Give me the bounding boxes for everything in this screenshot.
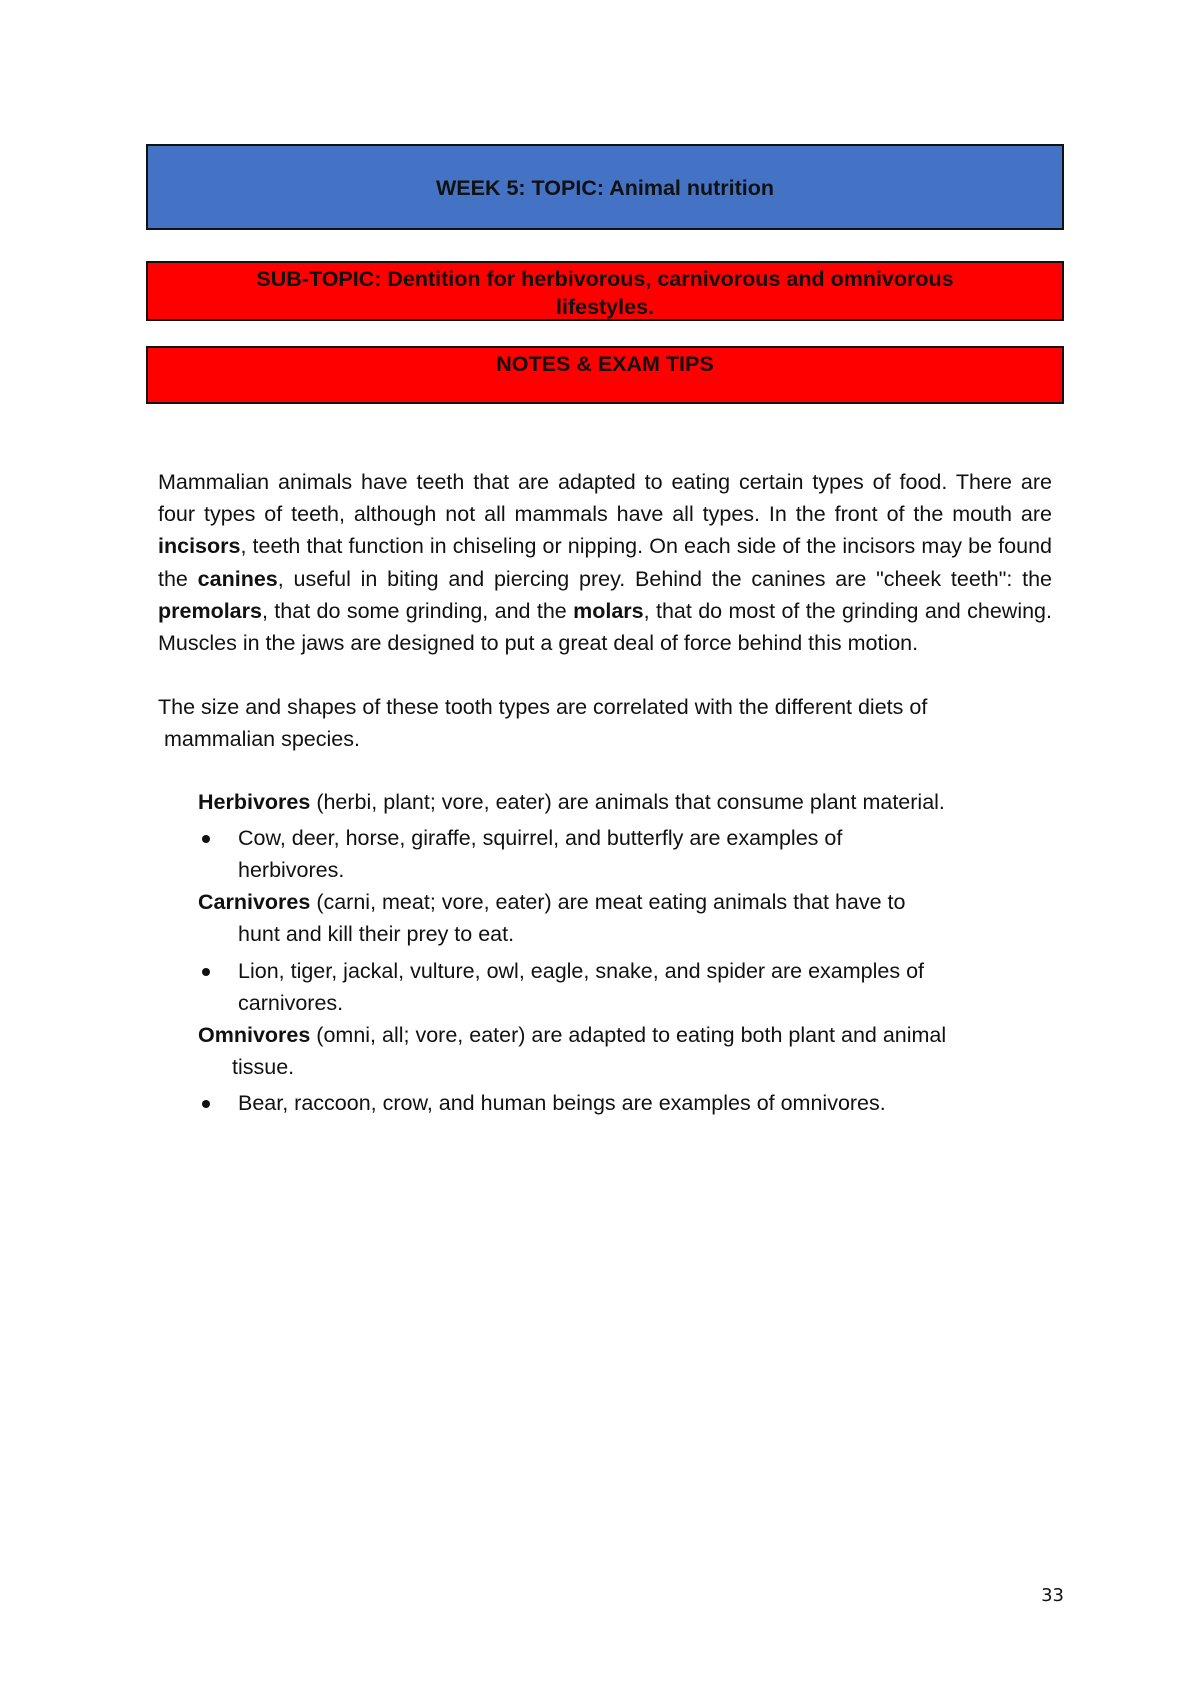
term-molars: molars [573,598,644,623]
sub-topic-line-1: SUB-TOPIC: Dentition for herbivorous, carnivorous and omnivorous [256,267,954,291]
paragraph-text: , that do most of the grinding and chewing. Muscles in the jaws are designed to put a great deal of force behind this motion. [158,598,1052,656]
bullet-icon [202,835,210,843]
omnivores-definition [198,1019,1052,1051]
carnivores-examples [198,955,1052,1019]
list-item [198,822,1052,886]
definition-text: (herbi, plant; vore, eater) are animals that consume plant material. [310,789,945,814]
paragraph-line-1: The size and shapes of these tooth types are correlated with the different diets of [158,695,928,720]
term-omnivores: Omnivores [198,1023,311,1048]
bullet-line-1: Bear, raccoon, crow, and human beings are examples of omnivores. [238,1091,886,1116]
bullet-icon [202,1100,210,1108]
week-topic-banner [146,144,1064,230]
omnivores-definition-continued: tissue. [232,1055,295,1080]
notes-banner [146,346,1064,404]
paragraph-text: , useful in biting and piercing prey. Behind the canines are "cheek teeth": the [277,566,1052,591]
paragraph-text: , teeth that function in chiseling or nipping. On each side of the incisors may be found the [158,534,1052,591]
week-topic-title: WEEK 5: TOPIC: Animal nutrition [435,176,775,200]
term-herbivores: Herbivores [198,789,311,814]
paragraph-line-2: mammalian species. [164,727,360,752]
teeth-types-paragraph [158,466,1052,659]
notes-title: NOTES & EXAM TIPS [496,352,714,376]
bullet-line-1: Cow, deer, horse, giraffe, squirrel, and butterfly are examples of [238,825,843,850]
bullet-icon [202,968,210,976]
term-incisors: incisors [158,534,241,559]
omnivores-examples [198,1087,1052,1119]
bullet-line-1: Lion, tiger, jackal, vulture, owl, eagle, snake, and spider are examples of [238,958,924,983]
bullet-line-2: herbivores. [238,858,345,883]
diet-correlation-paragraph [158,691,1052,755]
list-item [198,1087,1052,1119]
definition-text: (carni, meat; vore, eater) are meat eating animals that have to [310,890,906,915]
notes-body [158,466,1052,1120]
page-number: 33 [1041,1585,1064,1606]
sub-topic-banner [146,261,1064,321]
term-carnivores: Carnivores [198,890,311,915]
herbivores-examples [198,822,1052,886]
carnivores-definition-continued: hunt and kill their prey to eat. [238,922,515,947]
bullet-line-2: carnivores. [238,990,344,1015]
list-item [198,955,1052,1019]
term-canines: canines [197,566,278,591]
paragraph-text: Mammalian animals have teeth that are adapted to eating certain types of food. There are four types of teeth, although not all mammals have all types. In the front of the mouth are [158,470,1052,527]
carnivores-definition [198,886,1052,918]
herbivores-definition [198,786,1052,818]
definition-text: (omni, all; vore, eater) are adapted to eating both plant and animal [310,1023,947,1048]
term-premolars: premolars [158,598,262,623]
diet-list [198,786,1052,1120]
sub-topic-line-2: lifestyles. [556,295,654,319]
paragraph-text: , that do some grinding, and the [261,598,574,623]
